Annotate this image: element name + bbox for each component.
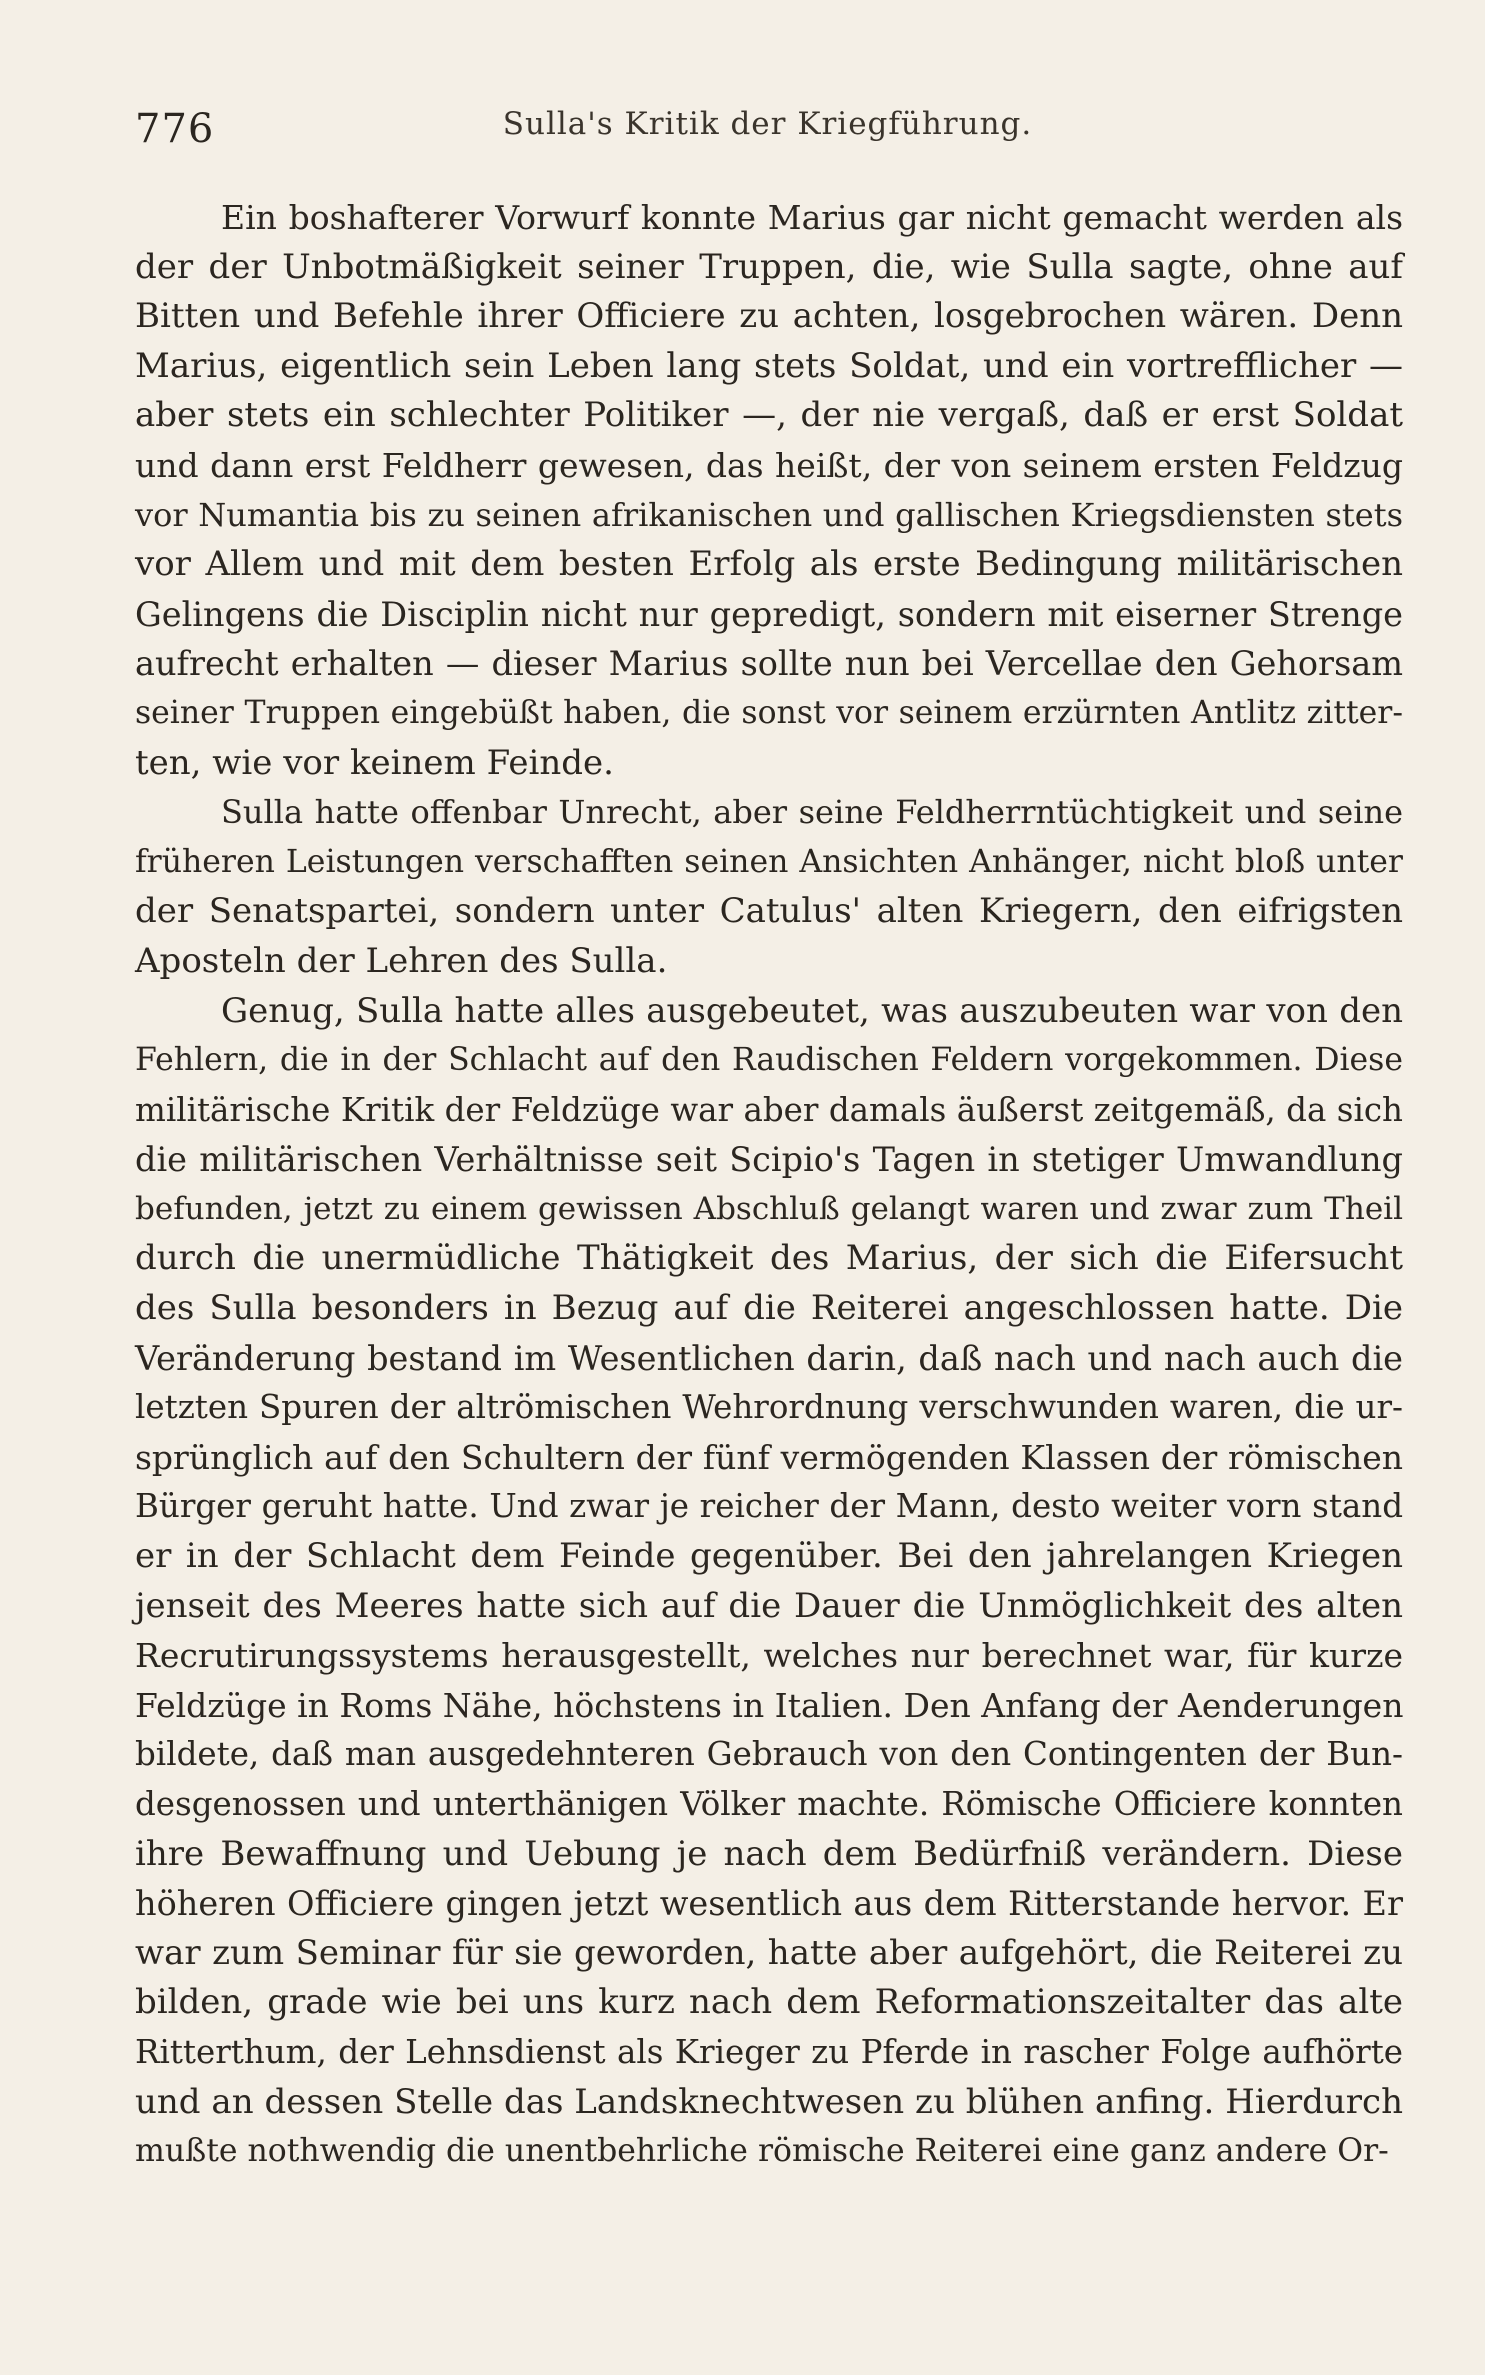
text-line: Bitten und Befehle ihrer Officiere zu achten, losgebrochen wären. Denn [135,296,1403,337]
text-line: aber stets ein schlechter Politiker —, der nie vergaß, daß er erst Soldat [135,395,1403,436]
text-line: der der Unbotmäßigkeit seiner Truppen, die, wie Sulla sagte, ohne auf [135,246,1403,287]
text-line: Fehlern, die in der Schlacht auf den Raudischen Feldern vorgekommen. Diese [135,1042,1403,1079]
text-line: jenseit des Meeres hatte sich auf die Dauer die Unmöglichkeit des alten [135,1585,1403,1626]
text-line: und dann erst Feldherr gewesen, das heißt, der von seinem ersten Feldzug [135,445,1403,485]
running-head: Sulla's Kritik der Kriegführung. [502,106,1033,142]
text-line: des Sulla besonders in Bezug auf die Reiterei angeschlossen hatte. Die [135,1288,1403,1329]
text-line: der Senatspartei, sondern unter Catulus' alten Kriegern, den eifrigsten [135,891,1403,932]
text-line: mußte nothwendig die unentbehrliche römische Reiterei eine ganz andere Or- [135,2133,1389,2170]
text-line: die militärischen Verhältnisse seit Scipio's Tagen in stetiger Umwandlung [135,1140,1403,1180]
text-line: Gelingens die Disciplin nicht nur gepredigt, sondern mit eiserner Strenge [135,594,1403,634]
text-line: bilden, grade wie bei uns kurz nach dem Reformationszeitalter das alte [135,1982,1403,2023]
text-line: früheren Leistungen verschafften seinen Ansichten Anhänger, nicht bloß unter [135,843,1403,880]
text-line: vor Numantia bis zu seinen afrikanischen und gallischen Kriegsdiensten stets [135,495,1403,534]
paragraph [135,193,1403,788]
page-number: 776 [135,106,215,152]
text-line: war zum Seminar für sie geworden, hatte aber aufgehört, die Reiterei zu [135,1932,1403,1973]
text-line: bildete, daß man ausgedehnteren Gebrauch von den Contingenten der Bun- [135,1735,1403,1774]
text-line: er in der Schlacht dem Feinde gegenüber. Bei den jahrelangen Kriegen [135,1536,1403,1577]
text-line: militärische Kritik der Feldzüge war aber damals äußerst zeitgemäß, da sich [135,1090,1403,1129]
body-text [135,193,1403,2177]
text-line: Aposteln der Lehren des Sulla. [135,940,668,981]
text-line: Genug, Sulla hatte alles ausgebeutet, was auszubeuten war von den [221,990,1403,1031]
paragraph [135,987,1403,2177]
text-line: desgenossen und unterthänigen Völker machte. Römische Officiere konnten [135,1785,1403,1823]
text-line: Sulla hatte offenbar Unrecht, aber seine Feldherrntüchtigkeit und seine [221,793,1403,832]
page-header [135,98,1400,158]
text-line: aufrecht erhalten — dieser Marius sollte nun bei Vercellae den Gehorsam [135,644,1403,684]
text-line: vor Allem und mit dem besten Erfolg als erste Bedingung militärischen [135,544,1403,585]
text-line: seiner Truppen eingebüßt haben, die sonst vor seinem erzürnten Antlitz zitter- [135,694,1403,731]
paragraph [135,788,1403,986]
text-line: Marius, eigentlich sein Leben lang stets Soldat, und ein vortrefflicher — [135,345,1403,386]
text-line: Veränderung bestand im Wesentlichen darin, daß nach und nach auch die [135,1338,1403,1378]
text-line: Recrutirungssystems herausgestellt, welches nur berechnet war, für kurze [135,1636,1403,1676]
text-line: ihre Bewaffnung und Uebung je nach dem Bedürfniß verändern. Diese [135,1833,1403,1874]
text-line: Ein boshafterer Vorwurf konnte Marius gar nicht gemacht werden als [221,198,1403,237]
text-line: und an dessen Stelle das Landsknechtwesen zu blühen anfing. Hierdurch [135,2081,1403,2122]
text-line: Ritterthum, der Lehnsdienst als Krieger zu Pferde in rascher Folge aufhörte [135,2032,1403,2071]
text-line: durch die unermüdliche Thätigkeit des Marius, der sich die Eifersucht [135,1238,1403,1279]
text-line: letzten Spuren der altrömischen Wehrordnung verschwunden waren, die ur- [135,1388,1403,1427]
text-line: ten, wie vor keinem Feinde. [135,742,614,783]
text-line: sprünglich auf den Schultern der fünf vermögenden Klassen der römischen [135,1437,1403,1477]
text-line: Feldzüge in Roms Nähe, höchstens in Italien. Den Anfang der Aenderungen [135,1685,1404,1725]
text-line: höheren Officiere gingen jetzt wesentlich aus dem Ritterstande hervor. Er [135,1884,1403,1924]
text-line: Bürger geruht hatte. Und zwar je reicher der Mann, desto weiter vorn stand [135,1487,1403,1526]
text-line: befunden, jetzt zu einem gewissen Abschluß gelangt waren und zwar zum Theil [135,1190,1403,1227]
